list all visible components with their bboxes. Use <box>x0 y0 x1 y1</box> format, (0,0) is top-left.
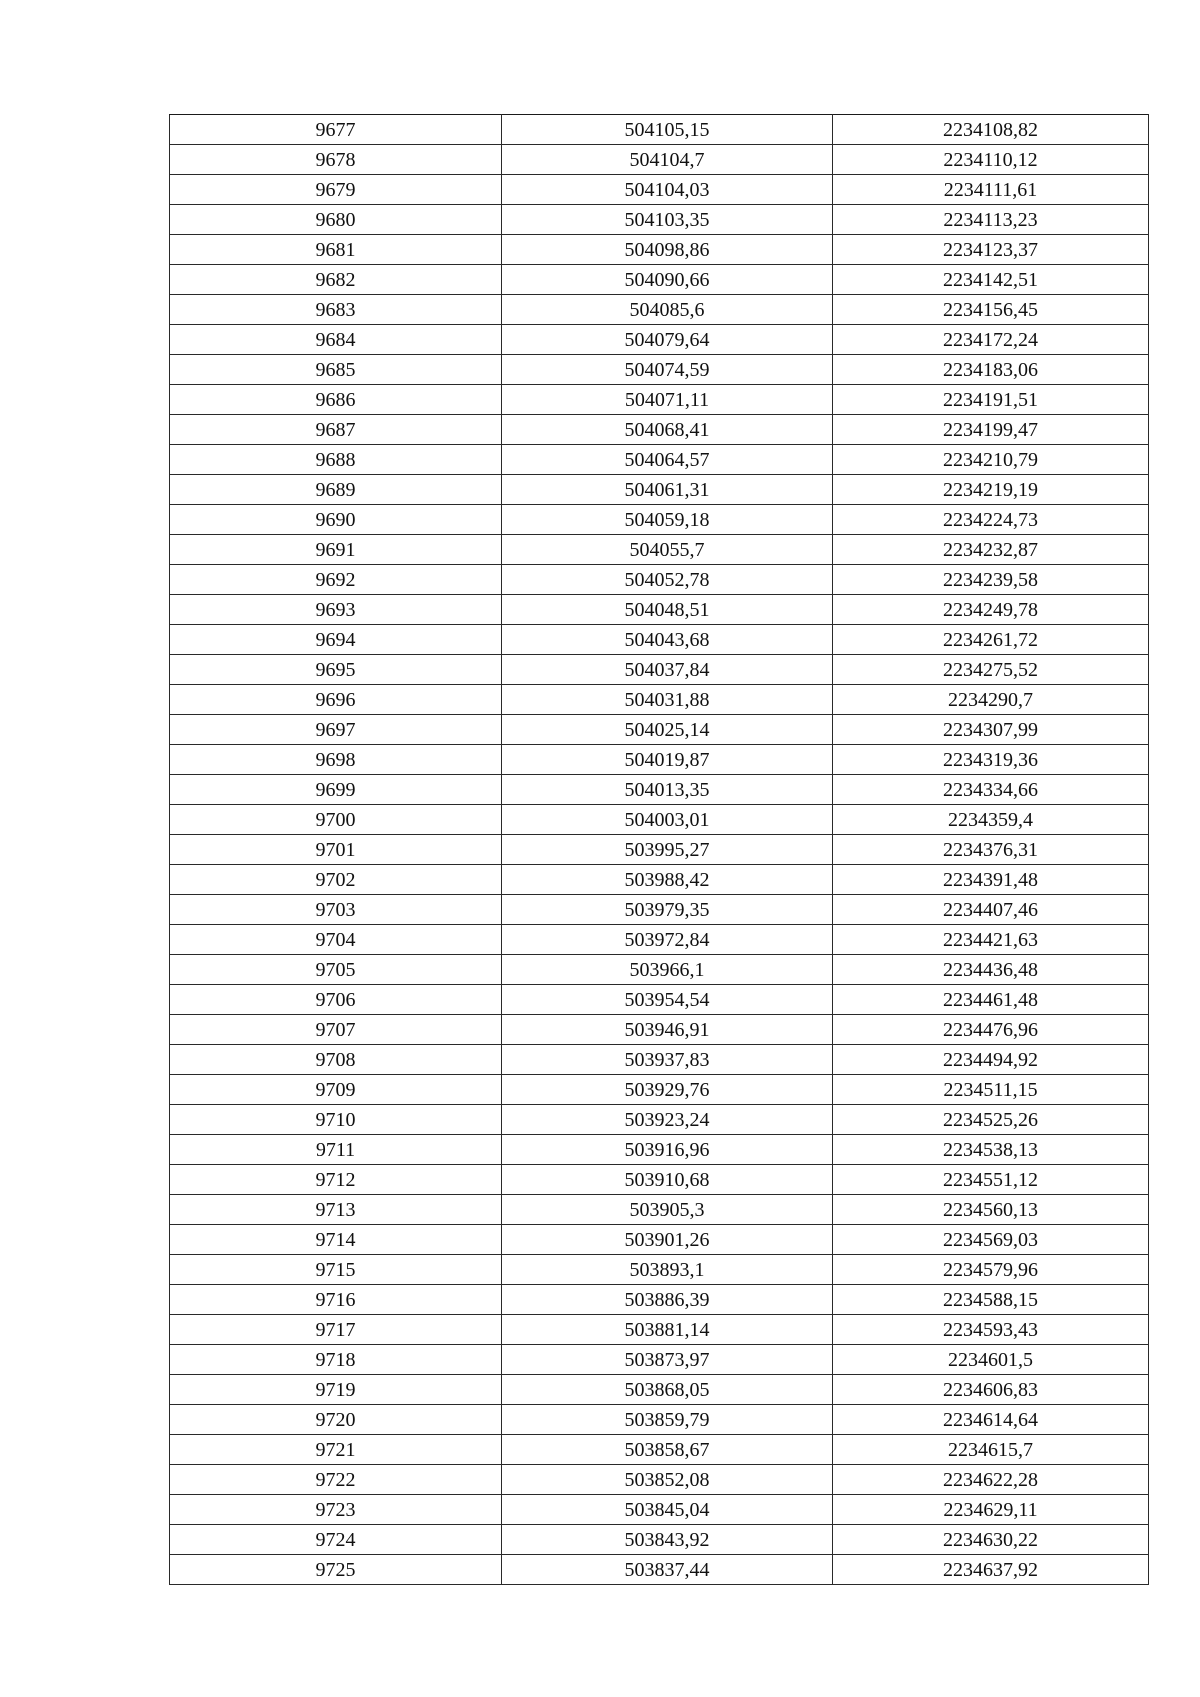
y-coordinate-cell: 2234142,51 <box>833 265 1149 295</box>
point-number-cell: 9698 <box>170 745 502 775</box>
x-coordinate-cell: 504043,68 <box>502 625 833 655</box>
y-coordinate-cell: 2234494,92 <box>833 1045 1149 1075</box>
table-row <box>170 355 1149 385</box>
x-coordinate-cell: 504025,14 <box>502 715 833 745</box>
point-number-cell: 9712 <box>170 1165 502 1195</box>
table-row <box>170 655 1149 685</box>
table-row <box>170 685 1149 715</box>
x-coordinate-cell: 503979,35 <box>502 895 833 925</box>
x-coordinate-cell: 503929,76 <box>502 1075 833 1105</box>
table-row <box>170 1555 1149 1585</box>
x-coordinate-cell: 503837,44 <box>502 1555 833 1585</box>
y-coordinate-cell: 2234629,11 <box>833 1495 1149 1525</box>
x-coordinate-cell: 503845,04 <box>502 1495 833 1525</box>
table-row <box>170 265 1149 295</box>
point-number-cell: 9723 <box>170 1495 502 1525</box>
x-coordinate-cell: 503886,39 <box>502 1285 833 1315</box>
table-row <box>170 535 1149 565</box>
table-row <box>170 175 1149 205</box>
y-coordinate-cell: 2234224,73 <box>833 505 1149 535</box>
point-number-cell: 9703 <box>170 895 502 925</box>
coordinates-table <box>169 114 1149 1585</box>
table-row <box>170 1345 1149 1375</box>
table-row <box>170 985 1149 1015</box>
x-coordinate-cell: 504104,7 <box>502 145 833 175</box>
point-number-cell: 9695 <box>170 655 502 685</box>
x-coordinate-cell: 503946,91 <box>502 1015 833 1045</box>
x-coordinate-cell: 503910,68 <box>502 1165 833 1195</box>
x-coordinate-cell: 504071,11 <box>502 385 833 415</box>
x-coordinate-cell: 503881,14 <box>502 1315 833 1345</box>
x-coordinate-cell: 503852,08 <box>502 1465 833 1495</box>
x-coordinate-cell: 503995,27 <box>502 835 833 865</box>
x-coordinate-cell: 504064,57 <box>502 445 833 475</box>
x-coordinate-cell: 503954,54 <box>502 985 833 1015</box>
x-coordinate-cell: 504052,78 <box>502 565 833 595</box>
point-number-cell: 9692 <box>170 565 502 595</box>
point-number-cell: 9679 <box>170 175 502 205</box>
table-row <box>170 1255 1149 1285</box>
table-row <box>170 745 1149 775</box>
y-coordinate-cell: 2234615,7 <box>833 1435 1149 1465</box>
point-number-cell: 9706 <box>170 985 502 1015</box>
table-row <box>170 625 1149 655</box>
point-number-cell: 9717 <box>170 1315 502 1345</box>
x-coordinate-cell: 504048,51 <box>502 595 833 625</box>
table-row <box>170 955 1149 985</box>
y-coordinate-cell: 2234579,96 <box>833 1255 1149 1285</box>
x-coordinate-cell: 504037,84 <box>502 655 833 685</box>
y-coordinate-cell: 2234183,06 <box>833 355 1149 385</box>
x-coordinate-cell: 504079,64 <box>502 325 833 355</box>
x-coordinate-cell: 503972,84 <box>502 925 833 955</box>
y-coordinate-cell: 2234622,28 <box>833 1465 1149 1495</box>
x-coordinate-cell: 504068,41 <box>502 415 833 445</box>
x-coordinate-cell: 504061,31 <box>502 475 833 505</box>
table-row <box>170 775 1149 805</box>
y-coordinate-cell: 2234123,37 <box>833 235 1149 265</box>
point-number-cell: 9700 <box>170 805 502 835</box>
point-number-cell: 9681 <box>170 235 502 265</box>
y-coordinate-cell: 2234110,12 <box>833 145 1149 175</box>
table-row <box>170 205 1149 235</box>
x-coordinate-cell: 504105,15 <box>502 115 833 145</box>
x-coordinate-cell: 503858,67 <box>502 1435 833 1465</box>
point-number-cell: 9701 <box>170 835 502 865</box>
point-number-cell: 9686 <box>170 385 502 415</box>
table-row <box>170 1495 1149 1525</box>
table-row <box>170 325 1149 355</box>
x-coordinate-cell: 503873,97 <box>502 1345 833 1375</box>
point-number-cell: 9722 <box>170 1465 502 1495</box>
y-coordinate-cell: 2234601,5 <box>833 1345 1149 1375</box>
table-row <box>170 1315 1149 1345</box>
y-coordinate-cell: 2234239,58 <box>833 565 1149 595</box>
x-coordinate-cell: 504031,88 <box>502 685 833 715</box>
y-coordinate-cell: 2234421,63 <box>833 925 1149 955</box>
table-row <box>170 385 1149 415</box>
table-row <box>170 115 1149 145</box>
x-coordinate-cell: 503901,26 <box>502 1225 833 1255</box>
x-coordinate-cell: 503916,96 <box>502 1135 833 1165</box>
point-number-cell: 9710 <box>170 1105 502 1135</box>
x-coordinate-cell: 503905,3 <box>502 1195 833 1225</box>
x-coordinate-cell: 503843,92 <box>502 1525 833 1555</box>
point-number-cell: 9707 <box>170 1015 502 1045</box>
table-row <box>170 415 1149 445</box>
y-coordinate-cell: 2234156,45 <box>833 295 1149 325</box>
y-coordinate-cell: 2234511,15 <box>833 1075 1149 1105</box>
y-coordinate-cell: 2234249,78 <box>833 595 1149 625</box>
table-row <box>170 1405 1149 1435</box>
table-row <box>170 1195 1149 1225</box>
y-coordinate-cell: 2234210,79 <box>833 445 1149 475</box>
table-row <box>170 505 1149 535</box>
x-coordinate-cell: 503923,24 <box>502 1105 833 1135</box>
point-number-cell: 9680 <box>170 205 502 235</box>
y-coordinate-cell: 2234391,48 <box>833 865 1149 895</box>
y-coordinate-cell: 2234232,87 <box>833 535 1149 565</box>
y-coordinate-cell: 2234614,64 <box>833 1405 1149 1435</box>
table-row <box>170 1135 1149 1165</box>
point-number-cell: 9685 <box>170 355 502 385</box>
table-row <box>170 1045 1149 1075</box>
point-number-cell: 9693 <box>170 595 502 625</box>
x-coordinate-cell: 503966,1 <box>502 955 833 985</box>
point-number-cell: 9689 <box>170 475 502 505</box>
x-coordinate-cell: 504074,59 <box>502 355 833 385</box>
point-number-cell: 9715 <box>170 1255 502 1285</box>
point-number-cell: 9720 <box>170 1405 502 1435</box>
table-row <box>170 865 1149 895</box>
table-row <box>170 145 1149 175</box>
table-row <box>170 925 1149 955</box>
point-number-cell: 9705 <box>170 955 502 985</box>
y-coordinate-cell: 2234199,47 <box>833 415 1149 445</box>
y-coordinate-cell: 2234261,72 <box>833 625 1149 655</box>
point-number-cell: 9721 <box>170 1435 502 1465</box>
y-coordinate-cell: 2234407,46 <box>833 895 1149 925</box>
y-coordinate-cell: 2234476,96 <box>833 1015 1149 1045</box>
table-row <box>170 1075 1149 1105</box>
point-number-cell: 9716 <box>170 1285 502 1315</box>
y-coordinate-cell: 2234172,24 <box>833 325 1149 355</box>
x-coordinate-cell: 503859,79 <box>502 1405 833 1435</box>
y-coordinate-cell: 2234359,4 <box>833 805 1149 835</box>
point-number-cell: 9711 <box>170 1135 502 1165</box>
point-number-cell: 9696 <box>170 685 502 715</box>
table-row <box>170 565 1149 595</box>
point-number-cell: 9688 <box>170 445 502 475</box>
point-number-cell: 9704 <box>170 925 502 955</box>
y-coordinate-cell: 2234630,22 <box>833 1525 1149 1555</box>
point-number-cell: 9714 <box>170 1225 502 1255</box>
x-coordinate-cell: 504103,35 <box>502 205 833 235</box>
table-row <box>170 715 1149 745</box>
table-row <box>170 295 1149 325</box>
x-coordinate-cell: 503937,83 <box>502 1045 833 1075</box>
table-row <box>170 1435 1149 1465</box>
table-row <box>170 1525 1149 1555</box>
point-number-cell: 9725 <box>170 1555 502 1585</box>
y-coordinate-cell: 2234275,52 <box>833 655 1149 685</box>
y-coordinate-cell: 2234593,43 <box>833 1315 1149 1345</box>
point-number-cell: 9677 <box>170 115 502 145</box>
table-row <box>170 595 1149 625</box>
coordinates-table-body <box>170 115 1149 1585</box>
y-coordinate-cell: 2234191,51 <box>833 385 1149 415</box>
table-row <box>170 475 1149 505</box>
point-number-cell: 9702 <box>170 865 502 895</box>
y-coordinate-cell: 2234376,31 <box>833 835 1149 865</box>
x-coordinate-cell: 504085,6 <box>502 295 833 325</box>
point-number-cell: 9724 <box>170 1525 502 1555</box>
point-number-cell: 9687 <box>170 415 502 445</box>
table-row <box>170 1165 1149 1195</box>
y-coordinate-cell: 2234290,7 <box>833 685 1149 715</box>
table-row <box>170 1375 1149 1405</box>
y-coordinate-cell: 2234538,13 <box>833 1135 1149 1165</box>
y-coordinate-cell: 2234307,99 <box>833 715 1149 745</box>
y-coordinate-cell: 2234436,48 <box>833 955 1149 985</box>
point-number-cell: 9690 <box>170 505 502 535</box>
x-coordinate-cell: 504090,66 <box>502 265 833 295</box>
point-number-cell: 9699 <box>170 775 502 805</box>
point-number-cell: 9713 <box>170 1195 502 1225</box>
x-coordinate-cell: 504013,35 <box>502 775 833 805</box>
point-number-cell: 9709 <box>170 1075 502 1105</box>
y-coordinate-cell: 2234525,26 <box>833 1105 1149 1135</box>
table-row <box>170 445 1149 475</box>
table-row <box>170 805 1149 835</box>
table-row <box>170 895 1149 925</box>
x-coordinate-cell: 504019,87 <box>502 745 833 775</box>
x-coordinate-cell: 503868,05 <box>502 1375 833 1405</box>
table-row <box>170 1285 1149 1315</box>
y-coordinate-cell: 2234334,66 <box>833 775 1149 805</box>
point-number-cell: 9678 <box>170 145 502 175</box>
x-coordinate-cell: 504104,03 <box>502 175 833 205</box>
table-row <box>170 1105 1149 1135</box>
y-coordinate-cell: 2234551,12 <box>833 1165 1149 1195</box>
table-row <box>170 1465 1149 1495</box>
table-row <box>170 1225 1149 1255</box>
x-coordinate-cell: 503988,42 <box>502 865 833 895</box>
y-coordinate-cell: 2234569,03 <box>833 1225 1149 1255</box>
y-coordinate-cell: 2234588,15 <box>833 1285 1149 1315</box>
y-coordinate-cell: 2234637,92 <box>833 1555 1149 1585</box>
y-coordinate-cell: 2234461,48 <box>833 985 1149 1015</box>
y-coordinate-cell: 2234113,23 <box>833 205 1149 235</box>
table-row <box>170 1015 1149 1045</box>
x-coordinate-cell: 503893,1 <box>502 1255 833 1285</box>
y-coordinate-cell: 2234606,83 <box>833 1375 1149 1405</box>
y-coordinate-cell: 2234108,82 <box>833 115 1149 145</box>
x-coordinate-cell: 504003,01 <box>502 805 833 835</box>
point-number-cell: 9694 <box>170 625 502 655</box>
point-number-cell: 9718 <box>170 1345 502 1375</box>
table-row <box>170 835 1149 865</box>
point-number-cell: 9684 <box>170 325 502 355</box>
point-number-cell: 9683 <box>170 295 502 325</box>
point-number-cell: 9682 <box>170 265 502 295</box>
point-number-cell: 9719 <box>170 1375 502 1405</box>
x-coordinate-cell: 504059,18 <box>502 505 833 535</box>
point-number-cell: 9691 <box>170 535 502 565</box>
y-coordinate-cell: 2234560,13 <box>833 1195 1149 1225</box>
table-row <box>170 235 1149 265</box>
y-coordinate-cell: 2234111,61 <box>833 175 1149 205</box>
point-number-cell: 9697 <box>170 715 502 745</box>
x-coordinate-cell: 504055,7 <box>502 535 833 565</box>
point-number-cell: 9708 <box>170 1045 502 1075</box>
y-coordinate-cell: 2234319,36 <box>833 745 1149 775</box>
y-coordinate-cell: 2234219,19 <box>833 475 1149 505</box>
x-coordinate-cell: 504098,86 <box>502 235 833 265</box>
